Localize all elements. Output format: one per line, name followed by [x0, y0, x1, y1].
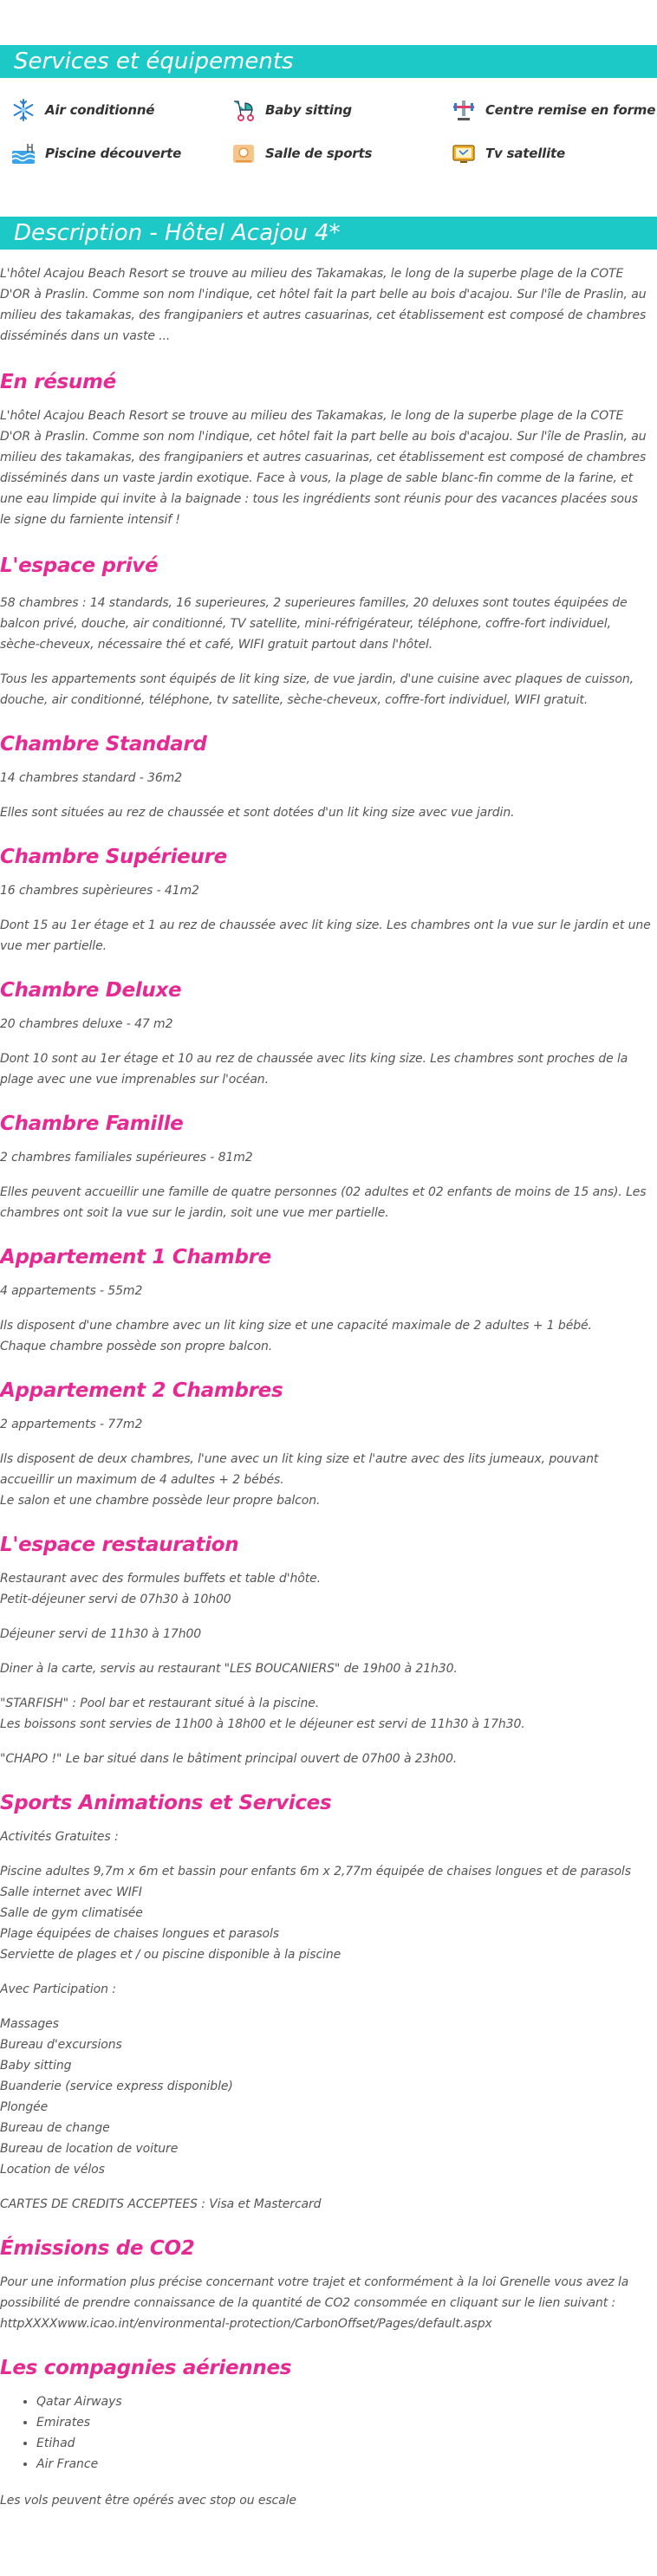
chambre-standard-count: 14 chambres standard - 36m2	[0, 771, 183, 785]
sports-hall-icon	[231, 140, 257, 166]
chambre-famille-heading: Chambre Famille	[0, 1113, 184, 1135]
gym-icon	[451, 97, 477, 123]
espace-prive-text-1: 58 chambres : 14 standards, 16 superieures, 2 superieures familles, 20 deluxes sont toutes équipées de balcon privé, douche, air conditionné, TV satellite, mini-réfrigérateur, téléphone, coffre-fort individuel, sèche-cheveux, nécessaire thé et café, WIFI gratuit partout dans l'hôtel.	[0, 596, 628, 652]
pool-icon	[10, 140, 36, 166]
satellite-tv-icon	[451, 140, 477, 166]
appartement-1-line-1: Ils disposent d'une chambre avec un lit king size et une capacité maximale de 2 adultes + 1 bébé.	[0, 1319, 592, 1333]
chambre-standard-text: Elles sont situées au rez de chaussée et sont dotées d'un lit king size avec vue jardin.	[0, 806, 515, 820]
restauration-line-1: Restaurant avec des formules buffets et table d'hôte.	[0, 1572, 321, 1586]
service-label: Baby sitting	[265, 102, 352, 118]
co2-text: Pour une information plus précise concernant votre trajet et conformément à la loi Grenelle vous avez la possibilité de prendre connaissance de la quantité de CO2 consommée en cliquant sur le lien suivant : httpXXXXwww.icao.int/environmental-protection/CarbonOffset/Pages/default.aspx	[0, 2275, 629, 2331]
chambre-superieure-heading: Chambre Supérieure	[0, 846, 227, 868]
list-item: Baby sitting	[0, 2059, 72, 2073]
appartement-2-line-2: Le salon et une chambre possède leur propre balcon.	[0, 1494, 321, 1508]
stroller-icon	[231, 97, 257, 123]
list-item: Bureau de change	[0, 2121, 110, 2135]
service-label: Air conditionné	[45, 102, 155, 118]
service-label: Tv satellite	[485, 146, 565, 161]
description-content	[0, 263, 652, 2511]
list-item: Plongée	[0, 2100, 49, 2114]
list-item: Salle internet avec WIFI	[0, 1885, 142, 1899]
chambre-standard-heading: Chambre Standard	[0, 733, 207, 756]
resume-text: L'hôtel Acajou Beach Resort se trouve au milieu des Takamakas, le long de la superbe plage de la COTE D'OR à Praslin. Comme son nom l'indique, cet hôtel fait la part belle au bois d'acajou. Sur l'île de Praslin, au milieu des takamakas, des frangipaniers et autres casuarinas, cet établissement est composé de chambres disséminés dans un vaste jardin exotique. Face à vous, la plage de sable blanc-fin comme de la farine, et une eau limpide qui invite à la baignade : tous les ingrédients sont réunis pour des vacances placées sous le signe du farniente intensif !	[0, 409, 647, 527]
resume-heading: En résumé	[0, 371, 116, 393]
service-baby-sitting	[231, 97, 451, 123]
chambre-deluxe-count: 20 chambres deluxe - 47 m2	[0, 1017, 173, 1031]
list-item: Buanderie (service express disponible)	[0, 2080, 233, 2093]
description-intro: L'hôtel Acajou Beach Resort se trouve au milieu des Takamakas, le long de la superbe plage de la COTE D'OR à Praslin. Comme son nom l'indique, cet hôtel fait la part belle au bois d'acajou. Sur l'île de Praslin, au milieu des takamakas, des frangipaniers et autres casuarinas, cet établissement est composé de chambres disséminés dans un vaste ...	[0, 267, 647, 343]
list-item: Serviette de plages et / ou piscine disponible à la piscine	[0, 1948, 342, 1962]
participation-label: Avec Participation :	[0, 1982, 116, 1996]
appartement-1-heading: Appartement 1 Chambre	[0, 1246, 271, 1269]
espace-prive-text-2: Tous les appartements sont équipés de lit king size, de vue jardin, d'une cuisine avec plaques de cuisson, douche, air conditionné, téléphone, tv satellite, sèche-cheveux, coffre-fort individuel, WIFI gratuit.	[0, 672, 634, 707]
chambre-deluxe-heading: Chambre Deluxe	[0, 979, 182, 1002]
list-item: • Emirates	[36, 2412, 652, 2433]
espace-prive-heading: L'espace privé	[0, 555, 159, 577]
list-item: Piscine adultes 9,7m x 6m et bassin pour enfants 6m x 2,77m équipée de chaises longues et de parasols	[0, 1865, 631, 1878]
service-piscine-decouverte	[10, 140, 231, 166]
list-item: • Etihad	[36, 2433, 652, 2454]
sports-heading: Sports Animations et Services	[0, 1792, 332, 1814]
services-title: Services et équipements	[14, 49, 294, 75]
compagnies-list	[0, 2391, 652, 2475]
list-item: • Air France	[36, 2454, 652, 2475]
compagnies-heading: Les compagnies aériennes	[0, 2357, 292, 2379]
appartement-1-line-2: Chaque chambre possède son propre balcon.	[0, 1340, 273, 1353]
restauration-line-5: "STARFISH" : Pool bar et restaurant situé à la piscine.	[0, 1697, 320, 1710]
list-item: Bureau de location de voiture	[0, 2142, 179, 2156]
participation-list	[0, 2014, 652, 2180]
service-tv-satellite	[451, 140, 657, 166]
appartement-1-count: 4 appartements - 55m2	[0, 1284, 143, 1298]
restauration-line-6: Les boissons sont servies de 11h00 à 18h00 et le déjeuner est servi de 11h30 à 17h30.	[0, 1717, 525, 1731]
list-item: Plage équipées de chaises longues et parasols	[0, 1927, 279, 1941]
list-item: Massages	[0, 2017, 59, 2031]
list-item: Salle de gym climatisée	[0, 1906, 143, 1920]
service-centre-remise-en-forme	[451, 97, 657, 123]
restauration-heading: L'espace restauration	[0, 1534, 239, 1556]
appartement-2-heading: Appartement 2 Chambres	[0, 1379, 283, 1402]
chambre-famille-text: Elles peuvent accueillir une famille de quatre personnes (02 adultes et 02 enfants de moins de 15 ans). Les chambres ont soit la vue sur le jardin, soit une vue mer partielle.	[0, 1185, 647, 1220]
description-title: Description - Hôtel Acajou 4*	[14, 220, 341, 246]
list-item: Bureau d'excursions	[0, 2038, 122, 2052]
snowflake-icon	[10, 97, 36, 123]
chambre-famille-count: 2 chambres familiales supérieures - 81m2	[0, 1151, 253, 1165]
service-air-conditionne	[10, 97, 231, 123]
co2-heading: Émissions de CO2	[0, 2237, 195, 2260]
appartement-2-line-1: Ils disposent de deux chambres, l'une avec un lit king size et l'autre avec des lits jumeaux, pouvant accueillir un maximum de 4 adultes + 2 bébés.	[0, 1452, 599, 1487]
compagnies-footer: Les vols peuvent être opérés avec stop ou escale	[0, 2494, 296, 2508]
description-header	[0, 217, 657, 250]
restauration-line-4: Diner à la carte, servis au restaurant "LES BOUCANIERS" de 19h00 à 21h30.	[0, 1662, 458, 1676]
service-label: Salle de sports	[265, 146, 373, 161]
service-salle-de-sports	[231, 140, 451, 166]
service-label: Piscine découverte	[45, 146, 182, 161]
list-item: • Qatar Airways	[36, 2391, 652, 2412]
restauration-line-2: Petit-déjeuner servi de 07h30 à 10h00	[0, 1593, 231, 1606]
cartes-credit: CARTES DE CREDITS ACCEPTEES : Visa et Mastercard	[0, 2197, 322, 2211]
services-grid	[0, 78, 657, 166]
restauration-line-7: "CHAPO !" Le bar situé dans le bâtiment principal ouvert de 07h00 à 23h00.	[0, 1752, 458, 1766]
gratuites-list	[0, 1861, 652, 1965]
service-label: Centre remise en forme	[485, 102, 656, 118]
list-item: Location de vélos	[0, 2163, 105, 2177]
chambre-superieure-count: 16 chambres supèrieures - 41m2	[0, 884, 199, 898]
chambre-deluxe-text: Dont 10 sont au 1er étage et 10 au rez de chaussée avec lits king size. Les chambres sont proches de la plage avec une vue imprenables sur l'océan.	[0, 1052, 628, 1087]
chambre-superieure-text: Dont 15 au 1er étage et 1 au rez de chaussée avec lit king size. Les chambres ont la vue sur le jardin et une vue mer partielle.	[0, 918, 651, 953]
services-header	[0, 45, 657, 78]
appartement-2-count: 2 appartements - 77m2	[0, 1418, 143, 1431]
restauration-line-3: Déjeuner servi de 11h30 à 17h00	[0, 1627, 202, 1641]
gratuites-label: Activités Gratuites :	[0, 1830, 119, 1844]
